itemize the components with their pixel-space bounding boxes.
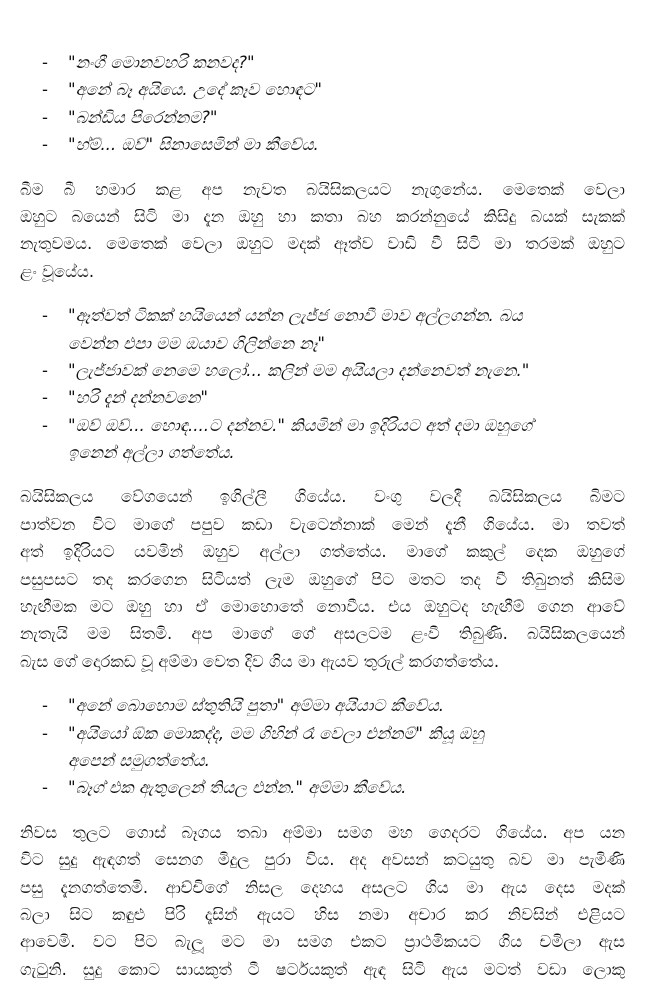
bullet-dash: - [42,360,48,380]
dialogue-text: "ලැජ්ජාවක් නෙමෙ හලෝ... කලින් මම අයියලා දන්නෙවත් නැනෙ." [68,360,530,380]
bullet-dash: - [42,778,48,798]
dialogue-line [20,692,625,719]
bullet-dash: - [42,53,48,72]
paragraph-line: බයිසිකලය වේගයෙන් ඉගිල්ලී ගියේය. වංගු වලදී බයිසිකලය බිමට [20,487,625,507]
dialogue-text: "හ්ම්... ඔව්" සිනාසෙමින් මා කීවේය. [68,135,319,155]
bullet-dash: - [42,306,48,326]
dialogue-text: "ඔව් ඔව්... හොඳ....ට දන්නව." කියමින් මා ඉදිරියට අත් දමා ඔහුගේ [68,415,533,435]
dialogue-item [20,302,625,357]
dialogue-text: "අනේ බෑ අයියෙ. උදේ කෑව හොඳට" [68,80,322,100]
paragraph [20,176,625,286]
dialogue-item [20,104,625,131]
paragraph-line: නැතැයි මම සිතමි. අප මාගේ ගේ අසලටම ළංවී තිබුණි. බයිසිකලයෙන් [20,624,625,644]
dialogue-item [20,131,625,158]
dialogue-text: "බන්ඩිය පිරෙන්නම?" [68,107,218,127]
paragraph-line: ඔහුට බයෙන් සිටි මා දැන ඔහු හා කතා බහ කරන්නුයේ කිසිදු බයක් සැකක් [20,206,625,226]
dialogue-item [20,774,625,801]
dialogue-text: වෙන්න එපා මම ඔයාව ගිලින්නෙ නෑ" [68,333,326,353]
paragraph [20,819,625,983]
document-body [20,49,625,1000]
bullet-dash: - [42,80,48,100]
paragraph-line: බීම බී හමාර කළ අප නැවත බයිසිකලයට නැගුනේය. මෙතෙක් වෙලා [20,179,625,199]
dialogue-list [20,302,625,466]
paragraph-line: විට සුදු ඇඳගත් සෙනග මිදුල පුරා විය. අද අවසන් කටයුතු බව මා පැමිණි [20,850,625,870]
paragraph-line: ගැටුනි. සුදු කොට සායකුත් ටී ෂර්ටයකුත් ඇඳ සිටි ඇය මටත් වඩා ලොකු [20,959,625,979]
paragraph [20,483,625,675]
paragraph-line: නිවස තුලට ගොස් බෑගය තබා අම්මා සමග මහ ගෙදරට ගියේය. අප යන [20,822,625,842]
paragraph-line: නැතුවමය. මෙතෙක් වෙලා ඔහුට මදක් ඈත්ව වාඩි වී සිටි මා තරමක් ඔහුට [20,234,625,254]
paragraph-line: බැස ගේ දොරකඩ වූ අම්මා වෙත දිව ගිය මා ඇයව තුරුල් කරගත්තේය. [20,651,500,671]
dialogue-item [20,692,625,719]
dialogue-text: ඉනෙන් අල්ලා ගත්තේය. [68,443,235,463]
dialogue-item [20,384,625,411]
dialogue-line [20,774,625,801]
paragraph-line: බලා සිට කඳුළු පිරි දෑසින් ඇයට හිස නමා අචාර කර නිවසින් එළියට [20,904,625,924]
dialogue-text: "බෑග් එක ඇතුලෙන් තියල එන්න." අම්මා කීවේය. [68,778,407,798]
dialogue-line [20,747,625,774]
dialogue-line [20,104,625,131]
dialogue-text: "ඈත්වත් ටිකක් හයියෙන් යන්න ලැජ්ජ නොවී මාව අල්ලගන්න. බය [68,306,523,326]
bullet-dash: - [42,135,48,155]
dialogue-item [20,49,625,76]
dialogue-list [20,692,625,802]
dialogue-list [20,49,625,159]
bullet-dash: - [42,415,48,435]
paragraph-line: ළං වූයේය. [20,261,95,281]
dialogue-text: "අයියෝ ඕක මොකද්ද, මම ගිහින් රෑ වෙලා එන්නම්" කියූ ඔහු [68,723,484,743]
dialogue-text: අපෙන් සමුගත්තේය. [68,750,210,770]
dialogue-line [20,49,625,76]
dialogue-item [20,412,625,467]
dialogue-item [20,76,625,103]
bullet-dash: - [42,723,48,743]
dialogue-text: "නංගී මොනවහරි කනවද?" [68,53,255,72]
dialogue-line [20,76,625,103]
dialogue-line [20,412,625,439]
dialogue-line [20,720,625,747]
dialogue-line [20,384,625,411]
bullet-dash: - [42,696,48,716]
dialogue-line [20,357,625,384]
dialogue-text: "හරි දැන් දන්නවනෙ" [68,388,208,408]
dialogue-line [20,330,625,357]
dialogue-item [20,357,625,384]
dialogue-item [20,720,625,775]
paragraph-line: ආවෙමි. වට පිට බැලූ මට මා සමග එකට ප්‍රාථමිකයට ගිය චමිලා ඇස [20,932,625,952]
dialogue-text: "අනේ බොහොම ස්තුතියි පුතා" අම්මා අයියාට කීවේය. [68,696,445,716]
dialogue-line [20,131,625,158]
paragraph-line: අත් ඉදිරියට යවමින් ඔහුව අල්ලා ගත්තේය. මාගේ කකුල් දෙක ඔහුගේ [20,542,625,562]
bullet-dash: - [42,107,48,127]
bullet-dash: - [42,388,48,408]
dialogue-line [20,302,625,329]
paragraph-line: පසුපසට තද කරගෙන සිටියත් ලැම ඔහුගේ පිට මතට තද වී තිබුනත් කිසිම [20,569,625,589]
paragraph-line: පාත්වන විට මාගේ පපුව කඩා වැටෙන්නාක් මෙන් දැනී ගියේය. මා තවත් [20,514,625,534]
paragraph-line: හැඟීමක මට ඔහු හා ඒ මොහොතේ නොවීය. එය ඔහුටද හැඟීම් ගෙන ආවේ [20,597,625,617]
dialogue-line [20,439,625,466]
paragraph-line: පසු දැනගත්තෙමි. ආච්චිගේ නිසල දෙහය අසලට ගිය මා ඇය දෙස මදක් [20,877,625,897]
